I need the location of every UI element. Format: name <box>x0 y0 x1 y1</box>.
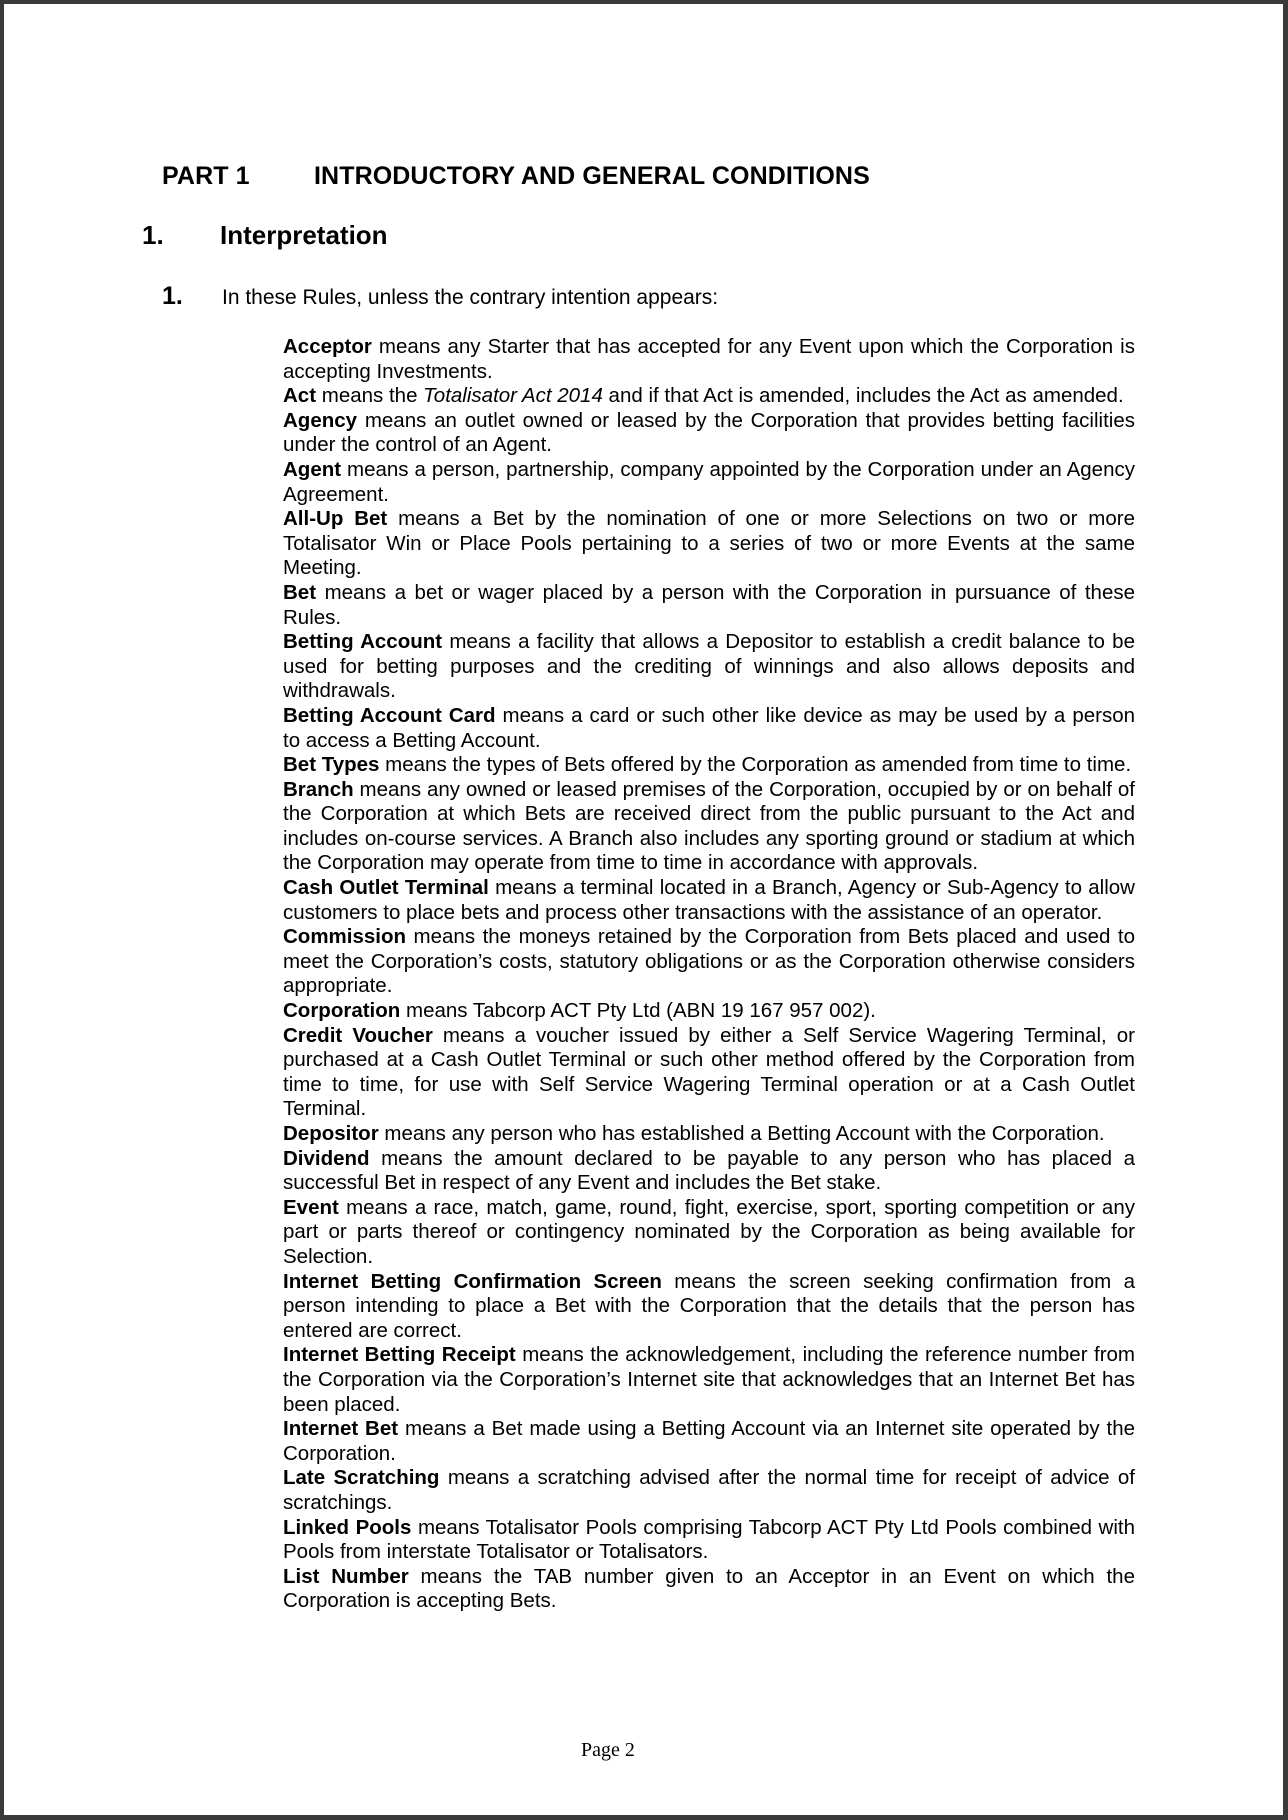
definition-entry <box>283 335 1135 384</box>
definition-text: means a bet or wager placed by a person with the Corporation in pursuance of these Rules. <box>283 580 1135 629</box>
definition-text: means a facility that allows a Depositor to establish a credit balance to be used for betting purposes and the crediting of winnings and also allows deposits and withdrawals. <box>283 630 1135 703</box>
definition-text: means the amount declared to be payable to any person who has placed a successful Bet in respect of any Event and includes the Bet stake. <box>283 1146 1135 1195</box>
definition-term: Corporation <box>283 999 401 1023</box>
definition-entry <box>283 925 1135 999</box>
definition-text: means a Bet by the nomination of one or more Selections on two or more Totalisator Win or Place Pools pertaining to a series of two or more Events at the same Meeting. <box>283 507 1135 580</box>
definition-entry <box>283 704 1135 753</box>
definition-text: means a voucher issued by either a Self Service Wagering Terminal, or purchased at a Cash Outlet Terminal or such other method offered by the Corporation from time to time, for use with Self Service Wagering Terminal operation or at a Cash Outlet Terminal. <box>283 1023 1136 1121</box>
part-heading <box>162 162 870 191</box>
definition-text: means the <box>316 384 424 408</box>
part-number: PART 1 <box>162 162 250 190</box>
part-title: INTRODUCTORY AND GENERAL CONDITIONS <box>314 162 870 190</box>
definition-text: means any person who has established a Betting Account with the Corporation. <box>378 1122 1105 1145</box>
section-number: 1. <box>142 220 164 250</box>
definition-term: Act <box>283 384 317 408</box>
definition-term: Event <box>283 1195 339 1219</box>
definition-text: means Tabcorp ACT Pty Ltd (ABN 19 167 957 002). <box>400 999 876 1023</box>
definition-text: means a terminal located in a Branch, Agency or Sub-Agency to allow customers to place bets and process other transactions with the assistance of an operator. <box>283 876 1135 924</box>
definition-entry <box>283 458 1135 507</box>
definition-entry <box>283 384 1135 409</box>
definition-entry <box>283 1565 1135 1614</box>
definitions-list <box>283 335 1135 1614</box>
definition-entry <box>283 1466 1135 1515</box>
definition-text: means Totalisator Pools comprising Tabcorp ACT Pty Ltd Pools combined with Pools from interstate Totalisator or Totalisators. <box>283 1515 1136 1564</box>
definition-entry <box>283 753 1135 778</box>
definition-term: Internet Betting Receipt <box>283 1343 516 1367</box>
definition-term: List Number <box>283 1564 409 1588</box>
section-title: Interpretation <box>220 220 388 250</box>
definition-entry <box>283 1270 1135 1344</box>
definition-entry <box>283 1343 1135 1417</box>
definition-entry <box>283 507 1135 581</box>
definition-term: Betting Account <box>283 630 443 654</box>
definition-text: means the acknowledgement, including the reference number from the Corporation via the Corporation’s Internet site that acknowledges that an Internet Bet has been placed. <box>283 1343 1135 1416</box>
definition-term: Branch <box>283 777 354 801</box>
definition-text: means a scratching advised after the normal time for receipt of advice of scratchings. <box>283 1466 1136 1514</box>
definition-term: Bet <box>283 580 317 604</box>
section-heading <box>142 220 388 251</box>
page-number: Page 2 <box>581 1739 635 1761</box>
definition-entry <box>283 1516 1135 1565</box>
definition-term: Bet Types <box>283 753 380 777</box>
clause-intro <box>162 282 718 311</box>
definition-text: means a Bet made using a Betting Account via an Internet site operated by the Corporation. <box>283 1417 1135 1465</box>
definition-text: means the TAB number given to an Acceptor in an Event on which the Corporation is accepting Bets. <box>283 1564 1135 1613</box>
clause-text: In these Rules, unless the contrary intention appears: <box>222 286 719 309</box>
definition-term: Late Scratching <box>283 1466 440 1490</box>
definition-entry <box>283 409 1135 458</box>
definition-entry <box>283 1122 1135 1147</box>
definition-term: Internet Bet <box>283 1417 399 1441</box>
definition-term: Credit Voucher <box>283 1023 433 1047</box>
definition-text: means any owned or leased premises of the Corporation, occupied by or on behalf of the Corporation at which Bets are received direct from the public pursuant to the Act and includes on-course services. A Branch also includes any sporting ground or stadium at which the Corporation may operate from time to time in accordance with approvals. <box>283 777 1135 875</box>
definition-text: means any Starter that has accepted for any Event upon which the Corporation is accepting Investments. <box>283 335 1135 383</box>
definition-text: means the screen seeking confirmation from a person intending to place a Bet with the Corporation that the details that the person has entered are correct. <box>283 1269 1135 1342</box>
definition-entry <box>283 778 1135 876</box>
definition-term: Internet Betting Confirmation Screen <box>283 1269 662 1293</box>
definition-text: means a race, match, game, round, fight, exercise, sport, sporting competition or any part or parts thereof or contingency nominated by the Corporation as being available for Selection. <box>283 1195 1135 1268</box>
definition-text: means a card or such other like device as may be used by a person to access a Betting Account. <box>283 703 1135 752</box>
definition-text: means the types of Bets offered by the Corporation as amended from time to time. <box>379 753 1132 777</box>
definition-entry <box>283 999 1135 1024</box>
definition-term: All-Up Bet <box>283 507 388 531</box>
definition-citation: Totalisator Act 2014 <box>423 384 603 408</box>
definition-text: means a person, partnership, company appointed by the Corporation under an Agency Agreement. <box>283 457 1135 506</box>
definition-entry <box>283 876 1135 925</box>
definition-term: Dividend <box>283 1146 370 1170</box>
definition-term: Linked Pools <box>283 1515 412 1539</box>
definition-term: Depositor <box>283 1122 379 1145</box>
definition-term: Cash Outlet Terminal <box>283 876 489 900</box>
definition-entry <box>283 1024 1135 1122</box>
definition-entry <box>283 1147 1135 1196</box>
definition-entry <box>283 1196 1135 1270</box>
clause-number: 1. <box>162 282 183 310</box>
definition-entry <box>283 581 1135 630</box>
definition-text: and if that Act is amended, includes the Act as amended. <box>602 384 1124 408</box>
definition-entry <box>283 1417 1135 1466</box>
definition-entry <box>283 630 1135 704</box>
definition-term: Agency <box>283 408 358 432</box>
definition-text: means an outlet owned or leased by the Corporation that provides betting facilities under the control of an Agent. <box>283 408 1135 457</box>
definition-term: Commission <box>283 925 407 949</box>
definition-text: means the moneys retained by the Corporation from Bets placed and used to meet the Corporation’s costs, statutory obligations or as the Corporation otherwise considers appropriate. <box>283 925 1135 998</box>
definition-term: Acceptor <box>283 335 372 358</box>
definition-term: Betting Account Card <box>283 703 496 727</box>
definition-term: Agent <box>283 457 342 481</box>
